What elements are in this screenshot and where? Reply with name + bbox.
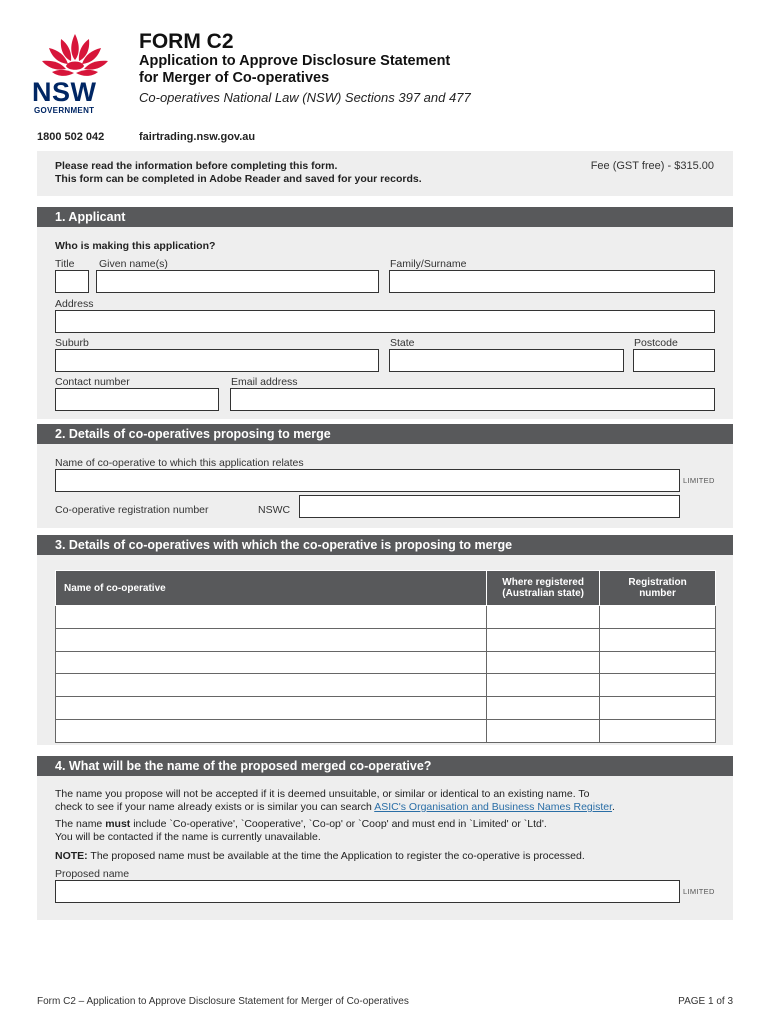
where-registered-cell[interactable] — [487, 651, 600, 674]
fee-text: Fee (GST free) - $315.00 — [590, 160, 714, 172]
col-header-reg-line1: Registration — [628, 577, 687, 588]
email-label: Email address — [231, 376, 298, 388]
name-rules-line2-end: . — [612, 801, 615, 813]
postcode-label: Postcode — [634, 337, 678, 349]
name-rules-line2-text: check to see if your name already exists or is similar you can search — [55, 801, 375, 813]
info-box — [37, 151, 733, 196]
col-header-name: Name of co-operative — [56, 571, 487, 606]
limited-suffix: LIMITED — [683, 887, 715, 896]
registration-number-cell[interactable] — [600, 697, 716, 720]
suburb-field[interactable] — [55, 349, 379, 372]
email-field[interactable] — [230, 388, 715, 411]
registration-number-cell[interactable] — [600, 606, 716, 629]
table-header-row — [56, 571, 716, 606]
footer-page-number: PAGE 1 of 3 — [678, 996, 733, 1007]
contact-number-field[interactable] — [55, 388, 219, 411]
col-header-where-line1: Where registered — [502, 577, 584, 588]
table-row — [56, 674, 716, 697]
logo-wordmark: NSW — [32, 77, 97, 107]
info-text — [55, 160, 422, 186]
other-coops-table — [55, 570, 716, 743]
registration-number-cell[interactable] — [600, 651, 716, 674]
coop-name-field[interactable] — [55, 469, 680, 492]
col-header-where — [487, 571, 600, 606]
col-header-reg-line2: number — [639, 588, 676, 599]
name-rules-line1: The name you propose will not be accepted if it is deemed unsuitable, or similar or identical to an existing name. To — [55, 788, 590, 800]
section-other-coops-heading: 3. Details of co-operatives with which the co-operative is proposing to merge — [37, 535, 733, 555]
where-registered-cell[interactable] — [487, 674, 600, 697]
registration-number-cell[interactable] — [600, 674, 716, 697]
registration-number-cell[interactable] — [600, 719, 716, 742]
nswc-prefix: NSWC — [258, 504, 291, 516]
table-row — [56, 651, 716, 674]
coop-name-cell[interactable] — [56, 628, 487, 651]
registration-number-label: Co-operative registration number — [55, 504, 209, 516]
section-applicant-heading: 1. Applicant — [37, 207, 733, 227]
title-label: Title — [55, 258, 75, 270]
coop-name-cell[interactable] — [56, 674, 487, 697]
table-row — [56, 628, 716, 651]
postcode-field[interactable] — [633, 349, 715, 372]
name-rules-line2 — [55, 801, 725, 814]
form-subtitle-line1: Application to Approve Disclosure Statement — [139, 53, 451, 69]
note-label: NOTE: — [55, 850, 88, 862]
given-name-label: Given name(s) — [99, 258, 168, 270]
name-must-line1 — [55, 818, 725, 831]
where-registered-cell[interactable] — [487, 719, 600, 742]
note-paragraph — [55, 850, 725, 863]
address-label: Address — [55, 298, 94, 310]
section-proposed-name-heading: 4. What will be the name of the proposed merged co-operative? — [37, 756, 733, 776]
where-registered-cell[interactable] — [487, 697, 600, 720]
info-line2: This form can be completed in Adobe Reader and saved for your records. — [55, 173, 422, 185]
registration-number-cell[interactable] — [600, 628, 716, 651]
form-subtitle — [139, 53, 559, 87]
coop-name-label: Name of co-operative to which this application relates — [55, 457, 304, 469]
registration-number-field[interactable] — [299, 495, 680, 518]
name-must-line2: You will be contacted if the name is currently unavailable. — [55, 831, 321, 843]
website-link[interactable]: fairtrading.nsw.gov.au — [139, 131, 256, 143]
table-row — [56, 697, 716, 720]
where-registered-cell[interactable] — [487, 606, 600, 629]
state-label: State — [390, 337, 415, 349]
state-field[interactable] — [389, 349, 624, 372]
surname-field[interactable] — [389, 270, 715, 293]
applicant-question: Who is making this application? — [55, 240, 216, 252]
note-text: The proposed name must be available at the time the Application to register the co-operative is processed. — [87, 850, 585, 862]
name-rules-paragraph — [55, 788, 725, 814]
law-reference: Co-operatives National Law (NSW) Sections 397 and 477 — [139, 90, 471, 105]
section-merge-heading: 2. Details of co-operatives proposing to merge — [37, 424, 733, 444]
info-line1: Please read the information before completing this form. — [55, 160, 338, 172]
form-subtitle-line2: for Merger of Co-operatives — [139, 70, 330, 86]
suburb-label: Suburb — [55, 337, 89, 349]
table-row — [56, 606, 716, 629]
proposed-name-field[interactable] — [55, 880, 680, 903]
coop-name-cell[interactable] — [56, 606, 487, 629]
footer-form-name: Form C2 – Application to Approve Disclosure Statement for Merger of Co-operatives — [37, 996, 409, 1007]
coop-name-cell[interactable] — [56, 651, 487, 674]
where-registered-cell[interactable] — [487, 628, 600, 651]
title-field[interactable] — [55, 270, 89, 293]
asic-register-link[interactable]: ASIC's Organisation and Business Names Register — [374, 801, 613, 813]
surname-label: Family/Surname — [390, 258, 467, 270]
limited-suffix: LIMITED — [683, 476, 715, 485]
name-must-text-a: The name — [55, 818, 106, 830]
given-name-field[interactable] — [96, 270, 379, 293]
logo-government: GOVERNMENT — [34, 106, 95, 115]
name-must-paragraph — [55, 818, 725, 844]
table-row — [56, 719, 716, 742]
col-header-reg — [600, 571, 716, 606]
proposed-name-label: Proposed name — [55, 868, 130, 880]
phone-number: 1800 502 042 — [37, 131, 105, 143]
coop-name-cell[interactable] — [56, 697, 487, 720]
name-must-text-b: include `Co-operative', `Cooperative', `Co-op' or `Coop' and must end in `Limited' or `Ltd'. — [130, 818, 547, 830]
address-field[interactable] — [55, 310, 715, 333]
coop-name-cell[interactable] — [56, 719, 487, 742]
form-title: FORM C2 — [139, 30, 234, 53]
must-emphasis: must — [105, 818, 131, 830]
contact-number-label: Contact number — [55, 376, 130, 388]
col-header-where-line2: (Australian state) — [502, 588, 584, 599]
